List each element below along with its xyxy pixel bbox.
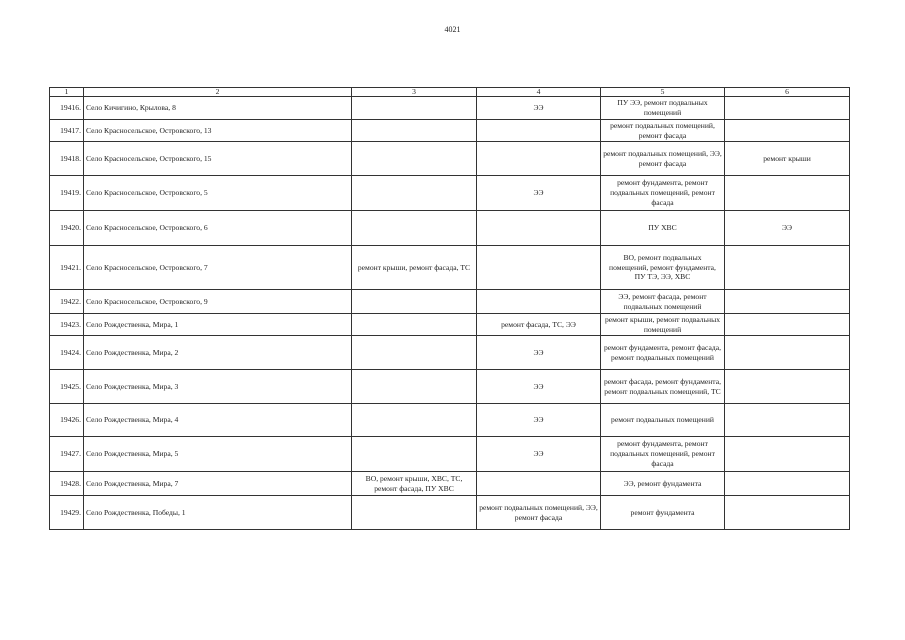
address-cell: Село Красносельское, Островского, 7 (84, 246, 352, 290)
row-number: 19418. (50, 142, 84, 176)
col-4-cell: ЭЭ (477, 404, 601, 437)
address-cell: Село Рождественка, Мира, 3 (84, 370, 352, 404)
row-number: 19426. (50, 404, 84, 437)
col-4-cell: ЭЭ (477, 97, 601, 120)
col-4-cell (477, 142, 601, 176)
col-6-cell (725, 437, 850, 472)
col-4-cell (477, 472, 601, 496)
row-number: 19424. (50, 336, 84, 370)
col-5-cell: ВО, ремонт подвальных помещений, ремонт фундамента, ПУ ТЭ, ЭЭ, ХВС (601, 246, 725, 290)
col-5-cell: ремонт фундамента, ремонт подвальных помещений, ремонт фасада (601, 437, 725, 472)
header-col-4: 4 (477, 88, 601, 97)
table-row (50, 336, 850, 370)
col-5-cell: ремонт фундамента, ремонт подвальных помещений, ремонт фасада (601, 176, 725, 211)
col-5-cell: ремонт фундамента, ремонт фасада, ремонт подвальных помещений (601, 336, 725, 370)
address-cell: Село Красносельское, Островского, 6 (84, 211, 352, 246)
col-5-cell: ЭЭ, ремонт фундамента (601, 472, 725, 496)
row-number: 19421. (50, 246, 84, 290)
col-3-cell (352, 290, 477, 314)
col-6-cell (725, 404, 850, 437)
col-6-cell (725, 120, 850, 142)
row-number: 19425. (50, 370, 84, 404)
table-row (50, 246, 850, 290)
col-4-cell (477, 120, 601, 142)
row-number: 19429. (50, 496, 84, 530)
address-cell: Село Рождественка, Мира, 1 (84, 314, 352, 336)
col-4-cell: ЭЭ (477, 370, 601, 404)
col-4-cell (477, 246, 601, 290)
address-cell: Село Красносельское, Островского, 9 (84, 290, 352, 314)
col-6-cell (725, 336, 850, 370)
col-5-cell: ремонт подвальных помещений (601, 404, 725, 437)
col-5-cell: ремонт фасада, ремонт фундамента, ремонт подвальных помещений, ТС (601, 370, 725, 404)
table-row (50, 496, 850, 530)
col-6-cell (725, 314, 850, 336)
address-cell: Село Красносельское, Островского, 13 (84, 120, 352, 142)
page-number: 4021 (444, 25, 461, 34)
address-cell: Село Рождественка, Мира, 4 (84, 404, 352, 437)
col-4-cell: ЭЭ (477, 336, 601, 370)
col-6-cell (725, 472, 850, 496)
col-3-cell (352, 336, 477, 370)
col-6-cell (725, 97, 850, 120)
address-cell: Село Красносельское, Островского, 15 (84, 142, 352, 176)
col-3-cell: ремонт крыши, ремонт фасада, ТС (352, 246, 477, 290)
col-3-cell: ВО, ремонт крыши, ХВС, ТС, ремонт фасада, ПУ ХВС (352, 472, 477, 496)
address-cell: Село Рождественка, Мира, 5 (84, 437, 352, 472)
col-3-cell (352, 404, 477, 437)
row-number: 19420. (50, 211, 84, 246)
row-number: 19417. (50, 120, 84, 142)
header-col-5: 5 (601, 88, 725, 97)
row-number: 19427. (50, 437, 84, 472)
row-number: 19419. (50, 176, 84, 211)
col-6-cell: ЭЭ (725, 211, 850, 246)
table-row (50, 404, 850, 437)
table-row (50, 290, 850, 314)
header-col-6: 6 (725, 88, 850, 97)
address-cell: Село Рождественка, Мира, 2 (84, 336, 352, 370)
col-4-cell: ЭЭ (477, 176, 601, 211)
buildings-table (49, 87, 850, 530)
col-3-cell (352, 496, 477, 530)
col-5-cell: ремонт фундамента (601, 496, 725, 530)
col-5-cell: ремонт подвальных помещений, ЭЭ, ремонт фасада (601, 142, 725, 176)
row-number: 19428. (50, 472, 84, 496)
table-row (50, 176, 850, 211)
address-cell: Село Красносельское, Островского, 5 (84, 176, 352, 211)
table-row (50, 314, 850, 336)
header-col-1: 1 (50, 88, 84, 97)
row-number: 19423. (50, 314, 84, 336)
row-number: 19416. (50, 97, 84, 120)
col-3-cell (352, 142, 477, 176)
col-6-cell: ремонт крыши (725, 142, 850, 176)
address-cell: Село Рождественка, Победы, 1 (84, 496, 352, 530)
col-6-cell (725, 370, 850, 404)
table-row (50, 472, 850, 496)
col-5-cell: ПУ ЭЭ, ремонт подвальных помещений (601, 97, 725, 120)
col-3-cell (352, 211, 477, 246)
col-3-cell (352, 176, 477, 211)
col-5-cell: ЭЭ, ремонт фасада, ремонт подвальных помещений (601, 290, 725, 314)
table-row (50, 120, 850, 142)
col-5-cell: ремонт подвальных помещений, ремонт фасада (601, 120, 725, 142)
table-row (50, 211, 850, 246)
table-row (50, 370, 850, 404)
table-row (50, 437, 850, 472)
col-5-cell: ПУ ХВС (601, 211, 725, 246)
col-3-cell (352, 437, 477, 472)
col-3-cell (352, 314, 477, 336)
col-4-cell: ремонт подвальных помещений, ЭЭ, ремонт фасада (477, 496, 601, 530)
table-row (50, 97, 850, 120)
address-cell: Село Кичигино, Крылова, 8 (84, 97, 352, 120)
col-6-cell (725, 496, 850, 530)
header-row (50, 88, 850, 97)
row-number: 19422. (50, 290, 84, 314)
header-col-2: 2 (84, 88, 352, 97)
col-6-cell (725, 246, 850, 290)
col-6-cell (725, 176, 850, 211)
header-col-3: 3 (352, 88, 477, 97)
col-4-cell: ремонт фасада, ТС, ЭЭ (477, 314, 601, 336)
table-row (50, 142, 850, 176)
address-cell: Село Рождественка, Мира, 7 (84, 472, 352, 496)
col-4-cell: ЭЭ (477, 437, 601, 472)
col-3-cell (352, 370, 477, 404)
col-4-cell (477, 290, 601, 314)
col-3-cell (352, 97, 477, 120)
col-5-cell: ремонт крыши, ремонт подвальных помещений (601, 314, 725, 336)
col-4-cell (477, 211, 601, 246)
col-3-cell (352, 120, 477, 142)
col-6-cell (725, 290, 850, 314)
